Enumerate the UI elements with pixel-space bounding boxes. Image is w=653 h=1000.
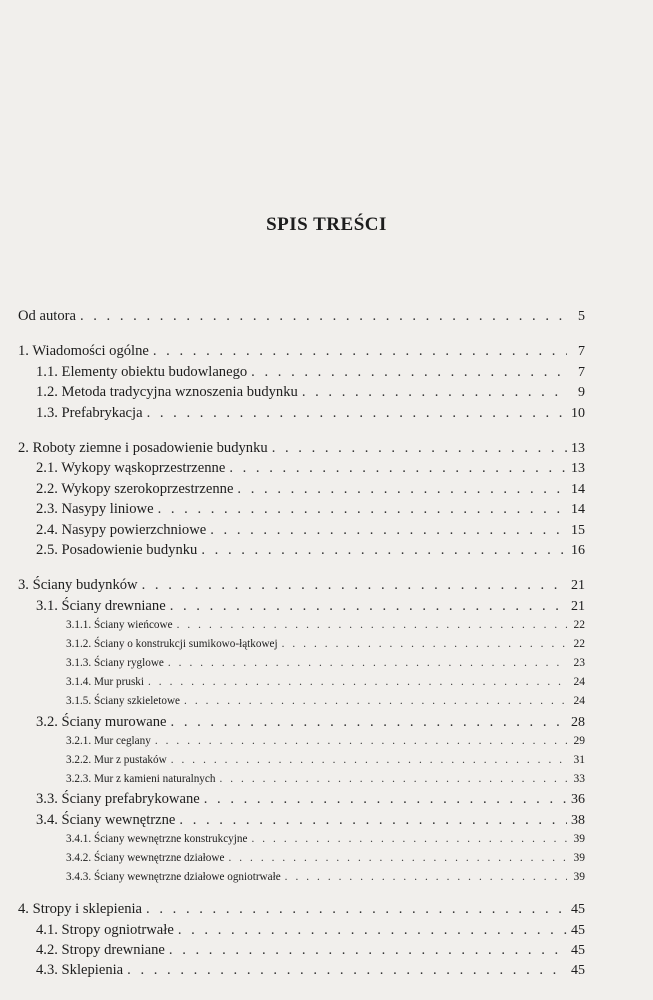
toc-entry-page: 22 xyxy=(573,619,585,632)
toc-entry-label: 1.3. Prefabrykacja xyxy=(36,404,143,421)
leader-dots xyxy=(184,692,567,711)
leader-dots xyxy=(148,673,567,692)
toc-entry-page: 39 xyxy=(573,871,585,884)
toc-entry-page: 14 xyxy=(571,502,585,518)
toc-entry-page: 13 xyxy=(571,440,585,456)
toc-subsection[interactable] xyxy=(18,732,585,751)
toc-entry-page: 7 xyxy=(578,364,585,380)
toc-entry-label: 3.2.2. Mur z pustaków xyxy=(66,754,167,767)
toc-entry-label: 4.2. Stropy drewniane xyxy=(36,942,165,959)
leader-dots xyxy=(210,520,567,540)
toc-section[interactable] xyxy=(18,920,585,940)
leader-dots xyxy=(201,540,567,560)
toc-entry-page: 45 xyxy=(571,902,585,918)
toc-entry-page: 45 xyxy=(571,943,585,959)
toc-section[interactable] xyxy=(18,596,585,616)
toc-entry-label: 1.2. Metoda tradycyjna wznoszenia budynku xyxy=(36,384,298,401)
toc-entry-label: 2.1. Wykopy wąskoprzestrzenne xyxy=(36,460,226,477)
toc-entry-page: 24 xyxy=(573,676,585,689)
toc-chapter[interactable] xyxy=(18,899,585,919)
leader-dots xyxy=(142,575,567,595)
toc-entry-page: 21 xyxy=(571,578,585,594)
toc-entry-page: 28 xyxy=(571,714,585,730)
toc-section[interactable] xyxy=(18,362,585,382)
leader-dots xyxy=(272,438,567,458)
toc-subsection[interactable] xyxy=(18,673,585,692)
toc-section[interactable] xyxy=(18,520,585,540)
leader-dots xyxy=(178,920,567,940)
toc-entry-label: 3.4.1. Ściany wewnętrzne konstrukcyjne xyxy=(66,833,248,845)
toc-entry-label: 3.2.1. Mur ceglany xyxy=(66,734,151,747)
toc-subsection[interactable] xyxy=(18,849,585,868)
toc-chapter[interactable] xyxy=(18,575,585,595)
toc-subsection[interactable] xyxy=(18,692,585,711)
toc-entry-page: 10 xyxy=(571,405,585,421)
spacer xyxy=(18,423,585,438)
toc-entry-page: 33 xyxy=(573,773,585,786)
leader-dots xyxy=(228,849,567,868)
toc-entry-label: 3.1.1. Ściany wieńcowe xyxy=(66,619,173,632)
toc-entry-label: 2.4. Nasypy powierzchniowe xyxy=(36,521,207,538)
leader-dots xyxy=(171,751,567,770)
toc-section[interactable] xyxy=(18,499,585,519)
leader-dots xyxy=(251,362,567,382)
leader-dots xyxy=(158,499,567,519)
toc-entry-page: 15 xyxy=(571,522,585,538)
toc-entry-page: 39 xyxy=(573,833,585,845)
leader-dots xyxy=(251,830,567,849)
toc-section[interactable] xyxy=(18,540,585,560)
leader-dots xyxy=(229,458,567,478)
spacer xyxy=(18,560,585,575)
toc-entry-label: 3.3. Ściany prefabrykowane xyxy=(36,791,200,808)
toc-entry-page: 14 xyxy=(571,481,585,497)
toc-entry-label: 4.3. Sklepienia xyxy=(36,962,124,979)
toc-entry-page: 45 xyxy=(571,963,585,979)
toc-section[interactable] xyxy=(18,960,585,980)
toc-section[interactable] xyxy=(18,382,585,402)
toc-entry-page: 21 xyxy=(571,598,585,614)
toc-entry-page: 39 xyxy=(573,852,585,865)
leader-dots xyxy=(177,616,567,635)
toc-entry-page: 38 xyxy=(571,812,585,828)
toc-entry-label: 2.2. Wykopy szerokoprzestrzenne xyxy=(36,480,234,497)
toc-entry-label: 3.1.2. Ściany o konstrukcji sumikowo-łątkowej xyxy=(66,638,278,651)
toc-entry-label: 2. Roboty ziemne i posadowienie budynku xyxy=(18,439,268,456)
toc-subsection[interactable] xyxy=(18,830,585,849)
toc-entry-page: 24 xyxy=(573,695,585,708)
toc-entry-label: 4. Stropy i sklepienia xyxy=(18,901,143,918)
leader-dots xyxy=(285,868,567,887)
toc-entry-page: 22 xyxy=(573,638,585,651)
toc-section[interactable] xyxy=(18,940,585,960)
leader-dots xyxy=(146,899,567,919)
toc-chapter[interactable] xyxy=(18,438,585,458)
toc-subsection[interactable] xyxy=(18,868,585,887)
toc-entry-page: 7 xyxy=(578,344,585,360)
toc-entry-label: 1.1. Elementy obiektu budowlanego xyxy=(36,363,248,380)
leader-dots xyxy=(168,654,567,673)
toc-entry-label: 3.4.3. Ściany wewnętrzne działowe ogniotrwałe xyxy=(66,871,281,884)
toc-entry-label: 3.4. Ściany wewnętrzne xyxy=(36,811,176,828)
toc-entry-page: 45 xyxy=(571,922,585,938)
leader-dots xyxy=(155,732,567,751)
toc-entry-label: 3.1.3. Ściany ryglowe xyxy=(66,657,164,670)
toc-subsection[interactable] xyxy=(18,751,585,770)
toc-entry-label: 1. Wiadomości ogólne xyxy=(18,343,149,360)
toc-entry-page: 13 xyxy=(571,461,585,477)
leader-dots xyxy=(302,382,567,402)
toc-section[interactable] xyxy=(18,403,585,423)
toc-entry-label: 3.2.3. Mur z kamieni naturalnych xyxy=(66,773,216,786)
toc-section[interactable] xyxy=(18,458,585,478)
leader-dots xyxy=(237,479,567,499)
leader-dots xyxy=(147,403,567,423)
toc-chapter[interactable] xyxy=(18,341,585,361)
toc-entry-label: 2.5. Posadowienie budynku xyxy=(36,541,198,558)
toc-subsection[interactable] xyxy=(18,635,585,654)
spacer xyxy=(18,326,585,341)
toc-section[interactable] xyxy=(18,479,585,499)
toc-entry-label: Od autora xyxy=(18,308,76,324)
toc-section[interactable] xyxy=(18,712,585,732)
leader-dots xyxy=(219,770,567,789)
page-title: SPIS TREŚCI xyxy=(266,214,387,235)
toc-subsection[interactable] xyxy=(18,654,585,673)
table-of-contents xyxy=(18,306,585,981)
toc-entry-page: 29 xyxy=(573,734,585,747)
toc-entry-label: 3. Ściany budynków xyxy=(18,577,138,594)
toc-entry-label: 3.1.4. Mur pruski xyxy=(66,676,145,689)
toc-section[interactable] xyxy=(18,810,585,830)
toc-entry-page: 16 xyxy=(571,542,585,558)
leader-dots xyxy=(179,810,567,830)
toc-entry[interactable] xyxy=(18,306,585,326)
toc-entry-page: 36 xyxy=(571,792,585,808)
spacer xyxy=(18,887,585,899)
leader-dots xyxy=(169,940,567,960)
toc-entry-label: 3.1. Ściany drewniane xyxy=(36,597,166,614)
leader-dots xyxy=(80,306,567,326)
toc-entry-page: 31 xyxy=(573,754,585,767)
leader-dots xyxy=(282,635,567,654)
toc-entry-label: 2.3. Nasypy liniowe xyxy=(36,501,154,518)
toc-entry-page: 23 xyxy=(573,657,585,670)
toc-entry-label: 3.1.5. Ściany szkieletowe xyxy=(66,695,181,708)
leader-dots xyxy=(170,596,567,616)
leader-dots xyxy=(171,712,567,732)
leader-dots xyxy=(127,960,567,980)
toc-subsection[interactable] xyxy=(18,616,585,635)
toc-entry-page: 9 xyxy=(578,385,585,401)
toc-entry-label: 3.4.2. Ściany wewnętrzne działowe xyxy=(66,852,225,865)
leader-dots xyxy=(204,789,567,809)
leader-dots xyxy=(153,341,567,361)
toc-entry-label: 3.2. Ściany murowane xyxy=(36,713,167,730)
toc-entry-page: 5 xyxy=(578,309,585,324)
toc-subsection[interactable] xyxy=(18,770,585,789)
toc-section[interactable] xyxy=(18,789,585,809)
toc-entry-label: 4.1. Stropy ogniotrwałe xyxy=(36,921,174,938)
